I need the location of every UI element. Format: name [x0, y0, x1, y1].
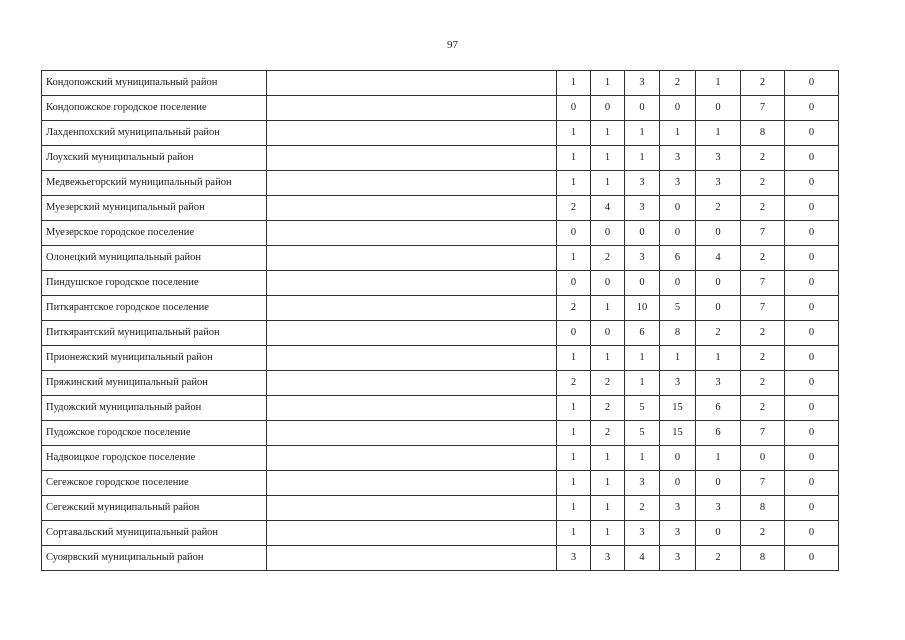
value-cell: 8	[741, 121, 785, 146]
value-cell: 3	[696, 146, 741, 171]
empty-cell	[267, 521, 557, 546]
value-cell: 2	[696, 196, 741, 221]
value-cell: 0	[785, 96, 839, 121]
value-cell: 0	[785, 171, 839, 196]
value-cell: 1	[696, 121, 741, 146]
value-cell: 1	[696, 446, 741, 471]
municipality-name-cell: Суоярвский муниципальный район	[42, 546, 267, 571]
value-cell: 1	[557, 396, 591, 421]
value-cell: 7	[741, 221, 785, 246]
value-cell: 1	[557, 521, 591, 546]
municipality-name-cell: Сегежский муниципальный район	[42, 496, 267, 521]
value-cell: 0	[785, 271, 839, 296]
value-cell: 8	[660, 321, 696, 346]
value-cell: 0	[660, 96, 696, 121]
table-row	[42, 396, 839, 421]
value-cell: 3	[625, 521, 660, 546]
table-row	[42, 371, 839, 396]
municipality-name-cell: Надвоицкое городское поселение	[42, 446, 267, 471]
empty-cell	[267, 71, 557, 96]
table-row	[42, 221, 839, 246]
value-cell: 1	[625, 346, 660, 371]
value-cell: 2	[741, 246, 785, 271]
value-cell: 0	[625, 96, 660, 121]
municipality-name-cell: Пряжинский муниципальный район	[42, 371, 267, 396]
empty-cell	[267, 296, 557, 321]
table-row	[42, 471, 839, 496]
value-cell: 0	[785, 471, 839, 496]
value-cell: 2	[557, 296, 591, 321]
value-cell: 2	[557, 196, 591, 221]
value-cell: 0	[591, 321, 625, 346]
table-row	[42, 196, 839, 221]
table-row	[42, 321, 839, 346]
municipality-name-cell: Лахденпохский муниципальный район	[42, 121, 267, 146]
value-cell: 6	[696, 396, 741, 421]
value-cell: 0	[625, 221, 660, 246]
value-cell: 1	[557, 171, 591, 196]
value-cell: 7	[741, 271, 785, 296]
table-row	[42, 496, 839, 521]
value-cell: 1	[557, 421, 591, 446]
value-cell: 8	[741, 546, 785, 571]
value-cell: 1	[591, 146, 625, 171]
value-cell: 2	[591, 246, 625, 271]
table-body	[42, 71, 839, 571]
municipality-name-cell: Муезерское городское поселение	[42, 221, 267, 246]
table-row	[42, 446, 839, 471]
value-cell: 1	[696, 71, 741, 96]
municipality-name-cell: Сортавальский муниципальный район	[42, 521, 267, 546]
value-cell: 1	[591, 296, 625, 321]
municipality-name-cell: Прионежский муниципальный район	[42, 346, 267, 371]
value-cell: 1	[557, 146, 591, 171]
value-cell: 0	[785, 396, 839, 421]
empty-cell	[267, 321, 557, 346]
table-row	[42, 421, 839, 446]
value-cell: 2	[741, 321, 785, 346]
table-row	[42, 271, 839, 296]
empty-cell	[267, 171, 557, 196]
empty-cell	[267, 421, 557, 446]
value-cell: 4	[625, 546, 660, 571]
table-row	[42, 521, 839, 546]
value-cell: 3	[625, 471, 660, 496]
value-cell: 3	[591, 546, 625, 571]
value-cell: 0	[696, 221, 741, 246]
value-cell: 0	[591, 221, 625, 246]
value-cell: 2	[591, 396, 625, 421]
value-cell: 8	[741, 496, 785, 521]
value-cell: 10	[625, 296, 660, 321]
municipality-name-cell: Медвежьегорский муниципальный район	[42, 171, 267, 196]
value-cell: 2	[741, 196, 785, 221]
table-row	[42, 296, 839, 321]
value-cell: 1	[591, 71, 625, 96]
value-cell: 2	[591, 371, 625, 396]
empty-cell	[267, 121, 557, 146]
value-cell: 0	[696, 521, 741, 546]
value-cell: 6	[696, 421, 741, 446]
value-cell: 1	[591, 521, 625, 546]
value-cell: 0	[741, 446, 785, 471]
municipality-name-cell: Пиндушское городское поселение	[42, 271, 267, 296]
value-cell: 1	[557, 121, 591, 146]
empty-cell	[267, 271, 557, 296]
value-cell: 0	[785, 246, 839, 271]
empty-cell	[267, 446, 557, 471]
value-cell: 0	[785, 546, 839, 571]
value-cell: 5	[625, 396, 660, 421]
value-cell: 0	[785, 496, 839, 521]
value-cell: 6	[625, 321, 660, 346]
empty-cell	[267, 146, 557, 171]
value-cell: 3	[625, 171, 660, 196]
value-cell: 0	[696, 471, 741, 496]
municipality-name-cell: Кондопожское городское поселение	[42, 96, 267, 121]
table-row	[42, 171, 839, 196]
value-cell: 7	[741, 296, 785, 321]
value-cell: 3	[660, 146, 696, 171]
value-cell: 2	[660, 71, 696, 96]
value-cell: 1	[696, 346, 741, 371]
value-cell: 1	[591, 446, 625, 471]
value-cell: 1	[591, 171, 625, 196]
value-cell: 0	[785, 146, 839, 171]
value-cell: 15	[660, 396, 696, 421]
value-cell: 1	[557, 496, 591, 521]
value-cell: 1	[591, 121, 625, 146]
empty-cell	[267, 371, 557, 396]
table-row	[42, 71, 839, 96]
value-cell: 0	[660, 471, 696, 496]
value-cell: 0	[785, 321, 839, 346]
municipality-name-cell: Питкярантское городское поселение	[42, 296, 267, 321]
municipality-name-cell: Лоухский муниципальный район	[42, 146, 267, 171]
table-row	[42, 346, 839, 371]
value-cell: 0	[785, 421, 839, 446]
value-cell: 7	[741, 471, 785, 496]
value-cell: 1	[557, 446, 591, 471]
value-cell: 2	[591, 421, 625, 446]
value-cell: 3	[660, 521, 696, 546]
value-cell: 3	[660, 371, 696, 396]
value-cell: 2	[696, 321, 741, 346]
value-cell: 3	[696, 496, 741, 521]
value-cell: 0	[785, 196, 839, 221]
value-cell: 3	[660, 546, 696, 571]
empty-cell	[267, 496, 557, 521]
value-cell: 0	[660, 196, 696, 221]
value-cell: 2	[696, 546, 741, 571]
value-cell: 0	[785, 71, 839, 96]
value-cell: 1	[660, 346, 696, 371]
value-cell: 7	[741, 421, 785, 446]
value-cell: 0	[557, 221, 591, 246]
empty-cell	[267, 96, 557, 121]
municipality-name-cell: Пудожский муниципальный район	[42, 396, 267, 421]
value-cell: 2	[741, 171, 785, 196]
value-cell: 4	[591, 196, 625, 221]
municipality-name-cell: Олонецкий муниципальный район	[42, 246, 267, 271]
empty-cell	[267, 396, 557, 421]
value-cell: 0	[696, 296, 741, 321]
value-cell: 2	[741, 371, 785, 396]
value-cell: 1	[591, 346, 625, 371]
municipality-name-cell: Кондопожский муниципальный район	[42, 71, 267, 96]
value-cell: 5	[625, 421, 660, 446]
value-cell: 1	[557, 246, 591, 271]
value-cell: 0	[785, 296, 839, 321]
value-cell: 1	[660, 121, 696, 146]
value-cell: 0	[785, 521, 839, 546]
value-cell: 0	[660, 446, 696, 471]
value-cell: 3	[557, 546, 591, 571]
empty-cell	[267, 546, 557, 571]
empty-cell	[267, 346, 557, 371]
value-cell: 2	[557, 371, 591, 396]
municipality-name-cell: Пудожское городское поселение	[42, 421, 267, 446]
table-row	[42, 146, 839, 171]
table-row	[42, 121, 839, 146]
value-cell: 0	[660, 221, 696, 246]
value-cell: 3	[660, 496, 696, 521]
value-cell: 1	[591, 471, 625, 496]
value-cell: 1	[557, 346, 591, 371]
value-cell: 0	[785, 221, 839, 246]
value-cell: 2	[741, 396, 785, 421]
value-cell: 1	[557, 71, 591, 96]
value-cell: 7	[741, 96, 785, 121]
municipality-name-cell: Питкярантский муниципальный район	[42, 321, 267, 346]
value-cell: 1	[625, 371, 660, 396]
value-cell: 0	[785, 371, 839, 396]
value-cell: 0	[557, 321, 591, 346]
value-cell: 3	[660, 171, 696, 196]
value-cell: 0	[696, 271, 741, 296]
value-cell: 5	[660, 296, 696, 321]
value-cell: 2	[741, 346, 785, 371]
value-cell: 0	[557, 96, 591, 121]
value-cell: 1	[625, 446, 660, 471]
value-cell: 0	[557, 271, 591, 296]
value-cell: 0	[785, 346, 839, 371]
value-cell: 6	[660, 246, 696, 271]
page-number: 97	[447, 39, 458, 51]
value-cell: 1	[557, 471, 591, 496]
empty-cell	[267, 221, 557, 246]
value-cell: 2	[741, 521, 785, 546]
value-cell: 3	[696, 171, 741, 196]
value-cell: 3	[625, 71, 660, 96]
value-cell: 2	[625, 496, 660, 521]
municipality-name-cell: Сегежское городское поселение	[42, 471, 267, 496]
value-cell: 1	[591, 496, 625, 521]
empty-cell	[267, 471, 557, 496]
table-row	[42, 246, 839, 271]
value-cell: 0	[785, 446, 839, 471]
value-cell: 2	[741, 146, 785, 171]
value-cell: 3	[625, 246, 660, 271]
value-cell: 1	[625, 121, 660, 146]
table-row	[42, 546, 839, 571]
municipality-name-cell: Муезерский муниципальный район	[42, 196, 267, 221]
value-cell: 4	[696, 246, 741, 271]
empty-cell	[267, 246, 557, 271]
value-cell: 0	[785, 121, 839, 146]
value-cell: 0	[591, 96, 625, 121]
value-cell: 15	[660, 421, 696, 446]
value-cell: 0	[625, 271, 660, 296]
value-cell: 1	[625, 146, 660, 171]
data-table	[41, 70, 839, 571]
value-cell: 2	[741, 71, 785, 96]
value-cell: 0	[660, 271, 696, 296]
value-cell: 0	[591, 271, 625, 296]
value-cell: 3	[625, 196, 660, 221]
table-row	[42, 96, 839, 121]
value-cell: 0	[696, 96, 741, 121]
empty-cell	[267, 196, 557, 221]
value-cell: 3	[696, 371, 741, 396]
